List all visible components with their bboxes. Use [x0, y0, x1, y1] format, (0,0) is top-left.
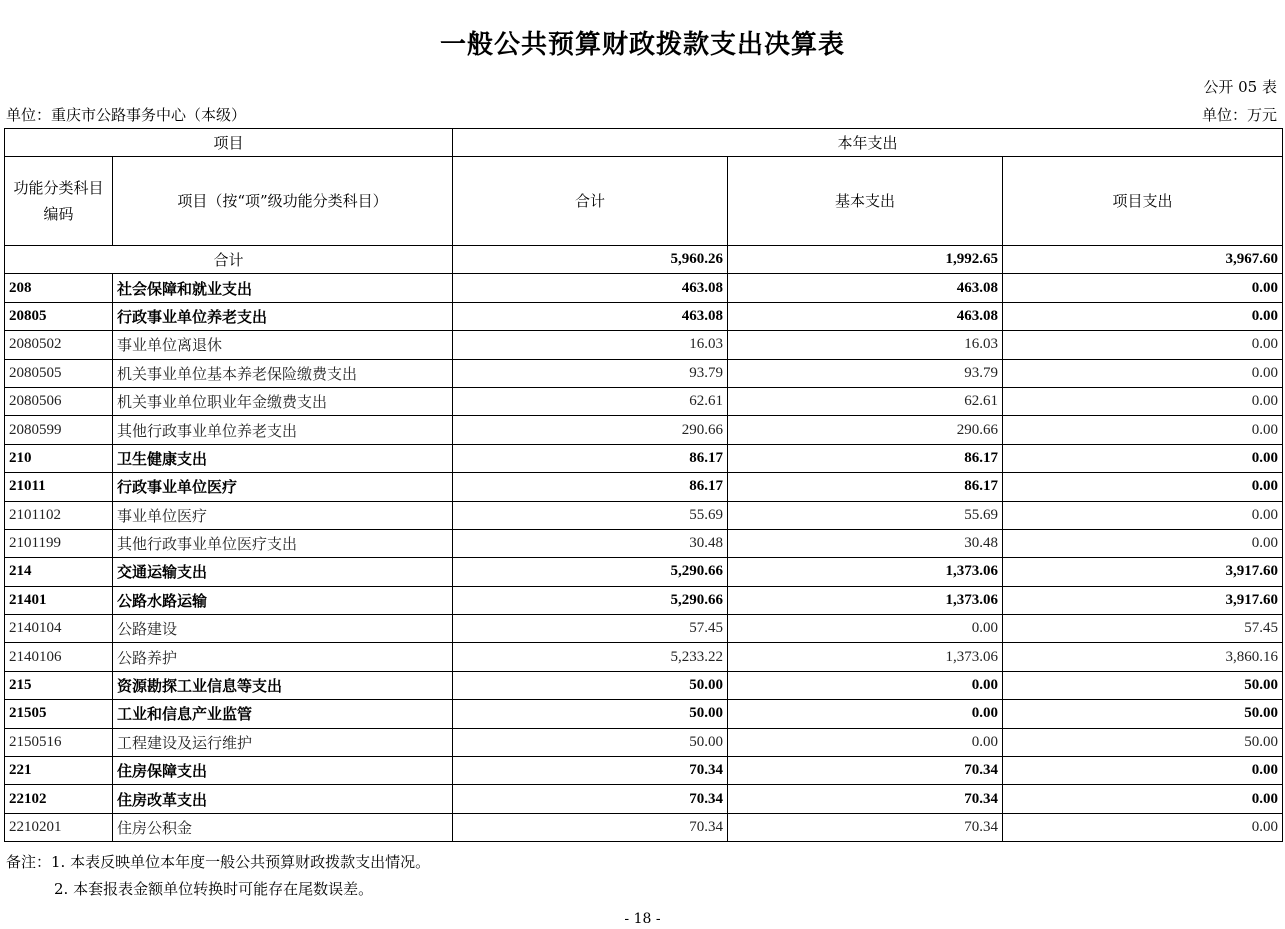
row-code: 21401	[5, 586, 113, 614]
table-row	[5, 728, 1283, 756]
header-code-label: 功能分类科目编码	[13, 179, 104, 223]
row-basic: 0.00	[728, 728, 1003, 756]
row-total: 5,290.66	[453, 558, 728, 586]
row-total: 70.34	[453, 813, 728, 841]
row-total: 463.08	[453, 302, 728, 330]
row-basic: 1,373.06	[728, 643, 1003, 671]
table-row	[5, 473, 1283, 501]
header-total: 合计	[453, 157, 728, 246]
table-row	[5, 615, 1283, 643]
header-row-top	[5, 129, 1283, 157]
row-name: 其他行政事业单位养老支出	[113, 416, 453, 444]
row-project: 0.00	[1003, 757, 1283, 785]
table-row	[5, 416, 1283, 444]
table-row	[5, 501, 1283, 529]
row-total: 62.61	[453, 387, 728, 415]
row-project: 0.00	[1003, 785, 1283, 813]
row-total: 290.66	[453, 416, 728, 444]
row-total: 5,290.66	[453, 586, 728, 614]
row-basic: 86.17	[728, 444, 1003, 472]
table-row	[5, 785, 1283, 813]
row-basic: 0.00	[728, 615, 1003, 643]
table-row	[5, 387, 1283, 415]
row-name: 卫生健康支出	[113, 444, 453, 472]
row-name: 行政事业单位医疗	[113, 473, 453, 501]
row-project: 57.45	[1003, 615, 1283, 643]
row-basic: 93.79	[728, 359, 1003, 387]
row-code: 2080502	[5, 331, 113, 359]
table-row	[5, 331, 1283, 359]
row-code: 2101102	[5, 501, 113, 529]
row-project: 3,917.60	[1003, 558, 1283, 586]
row-code: 2080505	[5, 359, 113, 387]
total-sum: 5,960.26	[453, 246, 728, 274]
row-name: 机关事业单位职业年金缴费支出	[113, 387, 453, 415]
row-name: 资源勘探工业信息等支出	[113, 671, 453, 699]
row-code: 21011	[5, 473, 113, 501]
row-total: 50.00	[453, 700, 728, 728]
row-total: 30.48	[453, 529, 728, 557]
row-basic: 1,373.06	[728, 586, 1003, 614]
row-code: 214	[5, 558, 113, 586]
row-basic: 70.34	[728, 813, 1003, 841]
note-2: 2. 本套报表金额单位转换时可能存在尾数误差。	[54, 880, 374, 898]
header-current-year: 本年支出	[453, 129, 1283, 157]
row-name: 社会保障和就业支出	[113, 274, 453, 302]
row-total: 86.17	[453, 444, 728, 472]
row-code: 2080506	[5, 387, 113, 415]
header-project-expense: 项目支出	[1003, 157, 1283, 246]
table-row	[5, 671, 1283, 699]
row-basic: 30.48	[728, 529, 1003, 557]
row-project: 0.00	[1003, 274, 1283, 302]
row-name: 事业单位离退休	[113, 331, 453, 359]
row-code: 2140104	[5, 615, 113, 643]
form-number: 公开 05 表	[1203, 78, 1277, 96]
row-total: 55.69	[453, 501, 728, 529]
row-basic: 16.03	[728, 331, 1003, 359]
row-total: 93.79	[453, 359, 728, 387]
row-code: 2210201	[5, 813, 113, 841]
row-basic: 70.34	[728, 757, 1003, 785]
row-code: 215	[5, 671, 113, 699]
row-name: 住房公积金	[113, 813, 453, 841]
row-basic: 55.69	[728, 501, 1003, 529]
row-name: 交通运输支出	[113, 558, 453, 586]
row-name: 事业单位医疗	[113, 501, 453, 529]
row-code: 21505	[5, 700, 113, 728]
row-total: 86.17	[453, 473, 728, 501]
table-row	[5, 700, 1283, 728]
row-basic: 0.00	[728, 671, 1003, 699]
row-project: 0.00	[1003, 302, 1283, 330]
row-code: 20805	[5, 302, 113, 330]
row-project: 3,917.60	[1003, 586, 1283, 614]
row-code: 2101199	[5, 529, 113, 557]
table-row	[5, 586, 1283, 614]
row-name: 住房改革支出	[113, 785, 453, 813]
row-name: 公路水路运输	[113, 586, 453, 614]
row-basic: 70.34	[728, 785, 1003, 813]
row-project: 50.00	[1003, 671, 1283, 699]
table-row	[5, 274, 1283, 302]
row-name: 工业和信息产业监管	[113, 700, 453, 728]
table-row	[5, 302, 1283, 330]
row-basic: 86.17	[728, 473, 1003, 501]
row-project: 0.00	[1003, 416, 1283, 444]
reporting-unit: 单位：重庆市公路事务中心（本级）	[6, 106, 247, 124]
page-number: - 18 -	[624, 911, 661, 927]
row-code: 210	[5, 444, 113, 472]
row-project: 0.00	[1003, 501, 1283, 529]
row-name: 其他行政事业单位医疗支出	[113, 529, 453, 557]
row-name: 公路养护	[113, 643, 453, 671]
row-code: 221	[5, 757, 113, 785]
row-code: 2150516	[5, 728, 113, 756]
header-row-columns	[5, 157, 1283, 246]
row-name: 行政事业单位养老支出	[113, 302, 453, 330]
row-total: 70.34	[453, 785, 728, 813]
row-name: 工程建设及运行维护	[113, 728, 453, 756]
row-project: 0.00	[1003, 359, 1283, 387]
table-body	[5, 246, 1283, 842]
row-name: 机关事业单位基本养老保险缴费支出	[113, 359, 453, 387]
row-code: 208	[5, 274, 113, 302]
table-row	[5, 813, 1283, 841]
total-row	[5, 246, 1283, 274]
row-name: 公路建设	[113, 615, 453, 643]
row-total: 57.45	[453, 615, 728, 643]
row-total: 50.00	[453, 728, 728, 756]
row-project: 0.00	[1003, 331, 1283, 359]
table-row	[5, 643, 1283, 671]
header-code	[5, 157, 113, 246]
row-code: 22102	[5, 785, 113, 813]
row-total: 50.00	[453, 671, 728, 699]
row-name: 住房保障支出	[113, 757, 453, 785]
row-basic: 290.66	[728, 416, 1003, 444]
notes	[6, 849, 430, 903]
header-project: 项目	[5, 129, 453, 157]
expenditure-table	[4, 128, 1283, 842]
currency-unit: 单位：万元	[1201, 106, 1277, 124]
table-row	[5, 757, 1283, 785]
row-project: 0.00	[1003, 473, 1283, 501]
total-project: 3,967.60	[1003, 246, 1283, 274]
row-project: 50.00	[1003, 700, 1283, 728]
row-total: 16.03	[453, 331, 728, 359]
row-project: 0.00	[1003, 387, 1283, 415]
row-basic: 463.08	[728, 274, 1003, 302]
row-project: 0.00	[1003, 444, 1283, 472]
row-project: 0.00	[1003, 813, 1283, 841]
row-basic: 62.61	[728, 387, 1003, 415]
row-total: 463.08	[453, 274, 728, 302]
row-basic: 1,373.06	[728, 558, 1003, 586]
total-basic: 1,992.65	[728, 246, 1003, 274]
page-title: 一般公共预算财政拨款支出决算表	[439, 30, 845, 60]
header-basic: 基本支出	[728, 157, 1003, 246]
row-project: 0.00	[1003, 529, 1283, 557]
row-basic: 0.00	[728, 700, 1003, 728]
table-row	[5, 359, 1283, 387]
header-name: 项目（按“项”级功能分类科目）	[113, 157, 453, 246]
row-basic: 463.08	[728, 302, 1003, 330]
row-total: 70.34	[453, 757, 728, 785]
total-label: 合计	[5, 246, 453, 274]
note-1: 备注：1. 本表反映单位本年度一般公共预算财政拨款支出情况。	[6, 853, 431, 871]
row-project: 3,860.16	[1003, 643, 1283, 671]
row-code: 2080599	[5, 416, 113, 444]
row-code: 2140106	[5, 643, 113, 671]
table-row	[5, 558, 1283, 586]
table-row	[5, 529, 1283, 557]
row-project: 50.00	[1003, 728, 1283, 756]
table-row	[5, 444, 1283, 472]
row-total: 5,233.22	[453, 643, 728, 671]
